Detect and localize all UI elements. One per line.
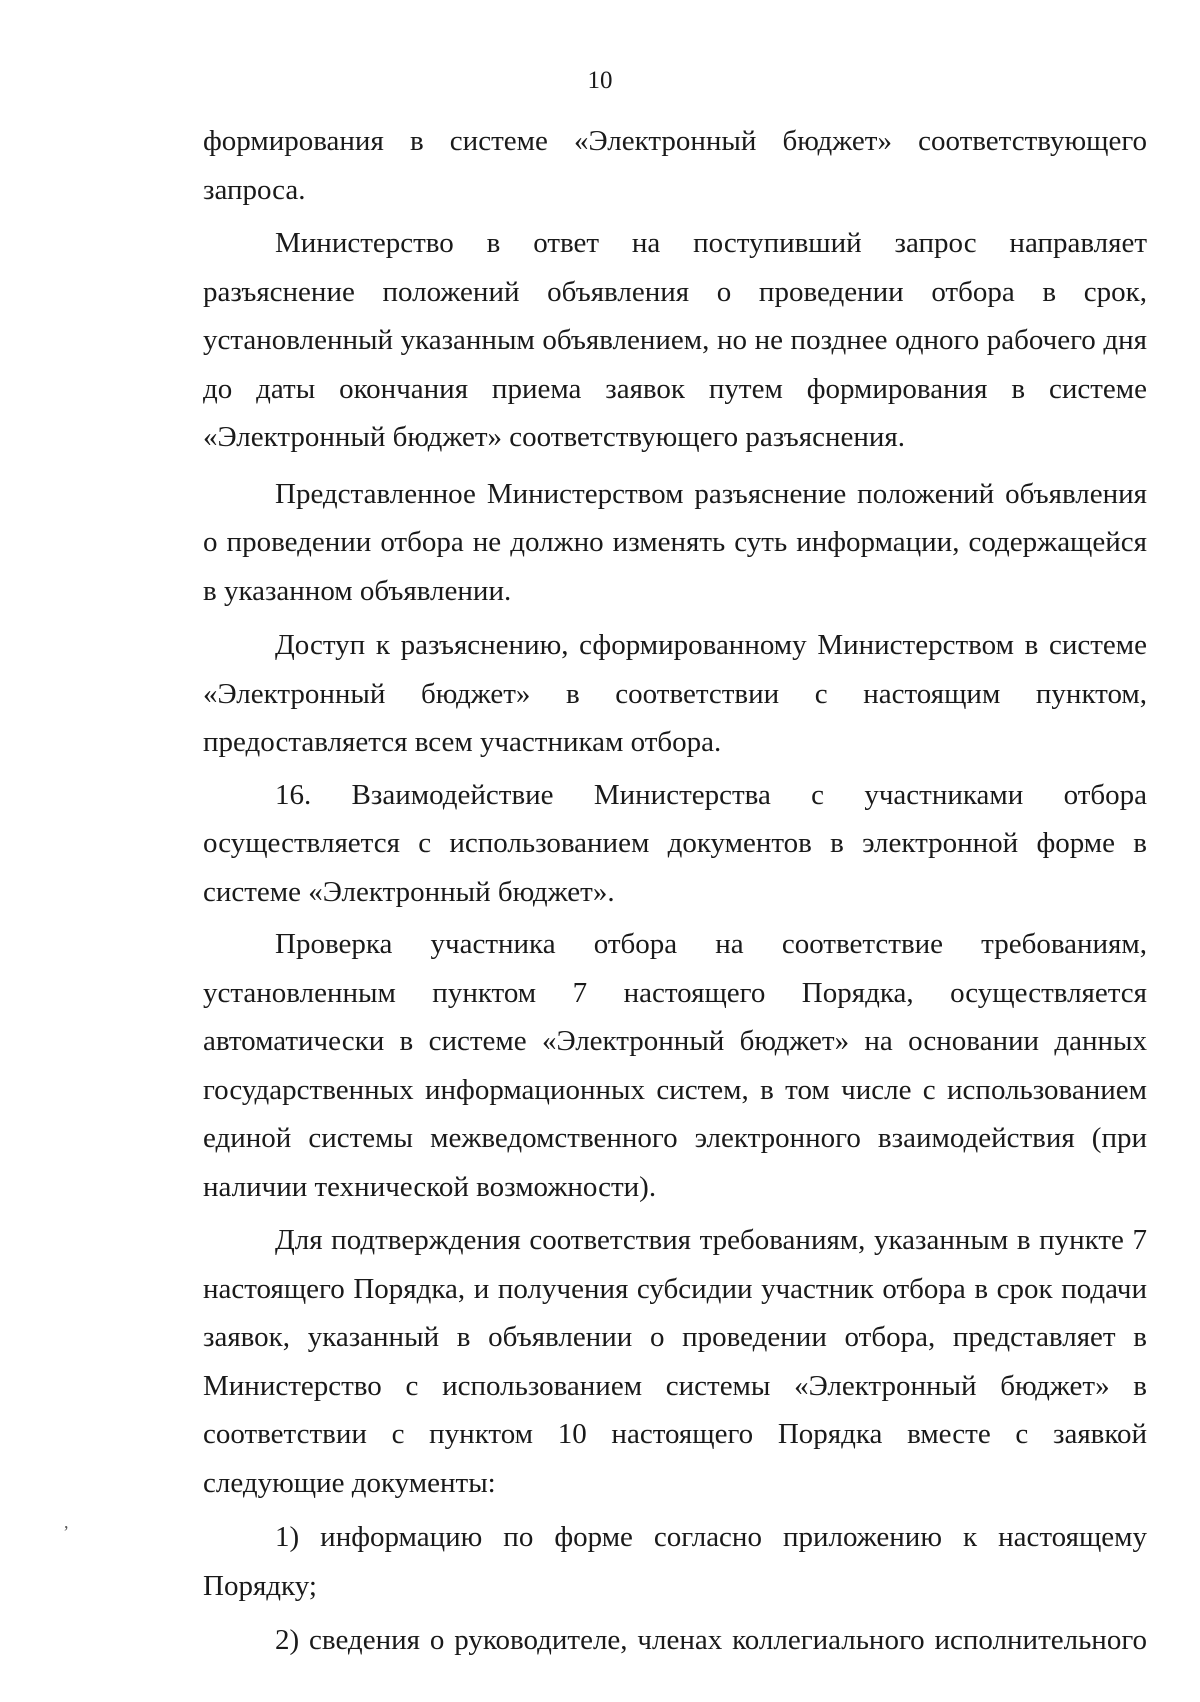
paragraph-clarification-access: Доступ к разъяснению, сформированному Министерством в системе «Электронный бюджет» в соответствии с настоящим пунктом, предоставляется всем участникам отбора.: [203, 629, 1147, 758]
paragraph-participant-check: Проверка участника отбора на соответствие требованиям, установленным пунктом 7 настоящего Порядка, осуществляется автоматически в системе «Электронный бюджет» на основании данных государственных информационных систем, в том числе с использованием единой системы межведомственного электронного взаимодействия (при наличии технической возможности).: [203, 928, 1147, 1203]
list-item-2: 2) сведения о руководителе, членах коллегиального исполнительного: [275, 1624, 1147, 1656]
paragraph-clarification-content: Представленное Министерством разъяснение положений объявления о проведении отбора не должно изменять суть информации, содержащейся в указанном объявлении.: [203, 477, 1147, 607]
page-number: 10: [587, 67, 613, 94]
scan-artifact: ,: [64, 1512, 69, 1532]
list-item-1: 1) информацию по форме согласно приложению к настоящему Порядку;: [203, 1521, 1147, 1602]
paragraph-continuation: формирования в системе «Электронный бюджет» соответствующего запроса.: [203, 125, 1147, 206]
paragraph-ministry-response: Министерство в ответ на поступивший запрос направляет разъяснение положений объявления о проведении отбора в срок, установленный указанным объявлением, но не позднее одного рабочего дня до даты окончания приема заявок путем формирования в системе «Электронный бюджет» соответствующего разъяснения.: [203, 227, 1147, 453]
paragraph-item-16: 16. Взаимодействие Министерства с участниками отбора осуществляется с использованием документов в электронной форме в системе «Электронный бюджет».: [203, 778, 1147, 908]
paragraph-required-documents: Для подтверждения соответствия требованиям, указанным в пункте 7 настоящего Порядка, и получения субсидии участник отбора в срок подачи заявок, указанный в объявлении о проведении отбора, представляет в Министерство с использованием системы «Электронный бюджет» в соответствии с пунктом 10 настоящего Порядка вместе с заявкой следующие документы:: [203, 1224, 1147, 1499]
document-body: [203, 117, 1147, 1665]
